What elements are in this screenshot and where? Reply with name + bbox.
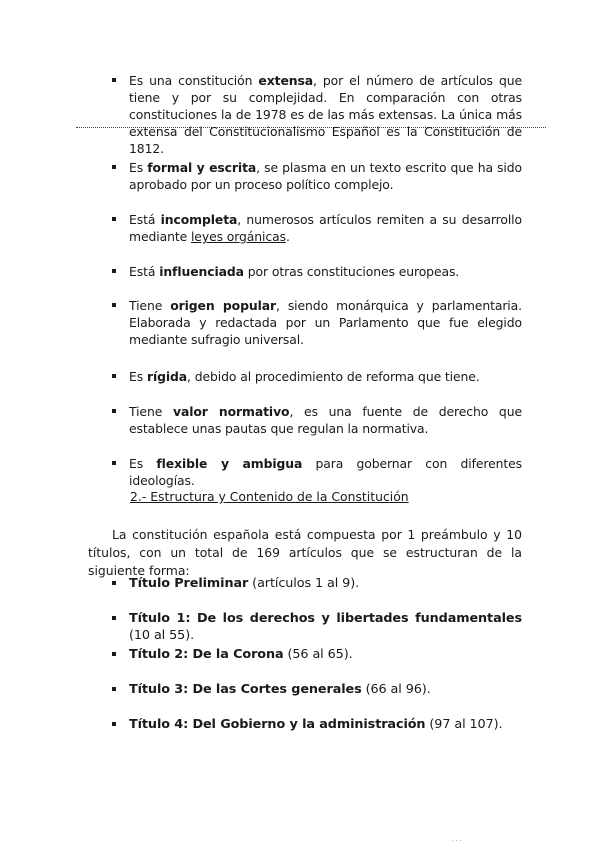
- bullet-icon: [112, 78, 116, 82]
- page-mark: · · ·: [452, 838, 462, 845]
- list-item: [104, 646, 522, 663]
- bullet-icon: [112, 269, 116, 273]
- keyword: influenciada: [159, 264, 244, 279]
- article-range: (56 al 65).: [287, 647, 353, 662]
- bullet-icon: [112, 616, 116, 620]
- keyword: rígida: [146, 369, 188, 384]
- article-range: (66 al 96).: [365, 682, 431, 697]
- title-name: Título 4: Del Gobierno y la administración: [129, 717, 426, 732]
- list-item: [104, 575, 522, 592]
- bullet-icon: [112, 687, 116, 691]
- list-item: Está influenciada por otras constituciones europeas.: [104, 263, 522, 280]
- section-heading: 2.- Estructura y Contenido de la Constitución: [130, 489, 409, 504]
- bullet-icon: [112, 303, 116, 307]
- title-name: Título 1: De los derechos y libertades fundamentales: [129, 611, 522, 626]
- list-item: [104, 716, 522, 733]
- bullet-icon: [112, 165, 116, 169]
- keyword: origen popular: [170, 298, 277, 313]
- keyword: incompleta: [160, 212, 238, 227]
- leyes-organicas-link: leyes orgánicas: [190, 229, 286, 244]
- bullet-icon: [112, 461, 116, 465]
- keyword: flexible y ambigua: [156, 456, 303, 471]
- article-range: (artículos 1 al 9).: [252, 576, 360, 591]
- list-item: Es formal y escrita, se plasma en un texto escrito que ha sido aprobado por un proceso político complejo.: [104, 159, 522, 193]
- title-name: Título 3: De las Cortes generales: [129, 682, 362, 697]
- article-range: (97 al 107).: [429, 717, 503, 732]
- keyword: valor normativo: [172, 404, 290, 419]
- bullet-icon: [112, 652, 116, 656]
- keyword: formal y escrita: [147, 160, 257, 175]
- list-item: Es rígida, debido al procedimiento de reforma que tiene.: [104, 368, 522, 385]
- bullet-icon: [112, 409, 116, 413]
- list-item: Es una constitución extensa, por el número de artículos que tiene y por su complejidad. En comparación con otras constituciones la de 1978 es de las más extensas. La única más extensa del Constitucionalismo Español es la Constitución de 1812.: [104, 72, 522, 157]
- bullet-icon: [112, 374, 116, 378]
- list-item: [104, 681, 522, 698]
- title-name: Título Preliminar: [129, 576, 249, 591]
- list-item: Tiene origen popular, siendo monárquica y parlamentaria. Elaborada y redactada por un Parlamento que fue elegido mediante sufragio universal.: [104, 297, 522, 348]
- article-range: (10 al 55).: [129, 628, 195, 643]
- list-item: [104, 610, 522, 644]
- title-name: Título 2: De la Corona: [129, 647, 284, 662]
- bullet-icon: [112, 581, 116, 585]
- bullet-icon: [112, 722, 116, 726]
- list-item: Tiene valor normativo, es una fuente de derecho que establece unas pautas que regulan la normativa.: [104, 403, 522, 437]
- list-item: Está incompleta, numerosos artículos remiten a su desarrollo mediante leyes orgánicas.: [104, 211, 522, 245]
- intro-paragraph: La constitución española está compuesta por 1 preámbulo y 10 títulos, con un total de 169 artículos que se estructuran de la siguiente forma:: [88, 527, 522, 578]
- list-item: Es flexible y ambigua para gobernar con diferentes ideologías.: [104, 455, 522, 489]
- bullet-icon: [112, 217, 116, 221]
- keyword: extensa: [258, 73, 314, 88]
